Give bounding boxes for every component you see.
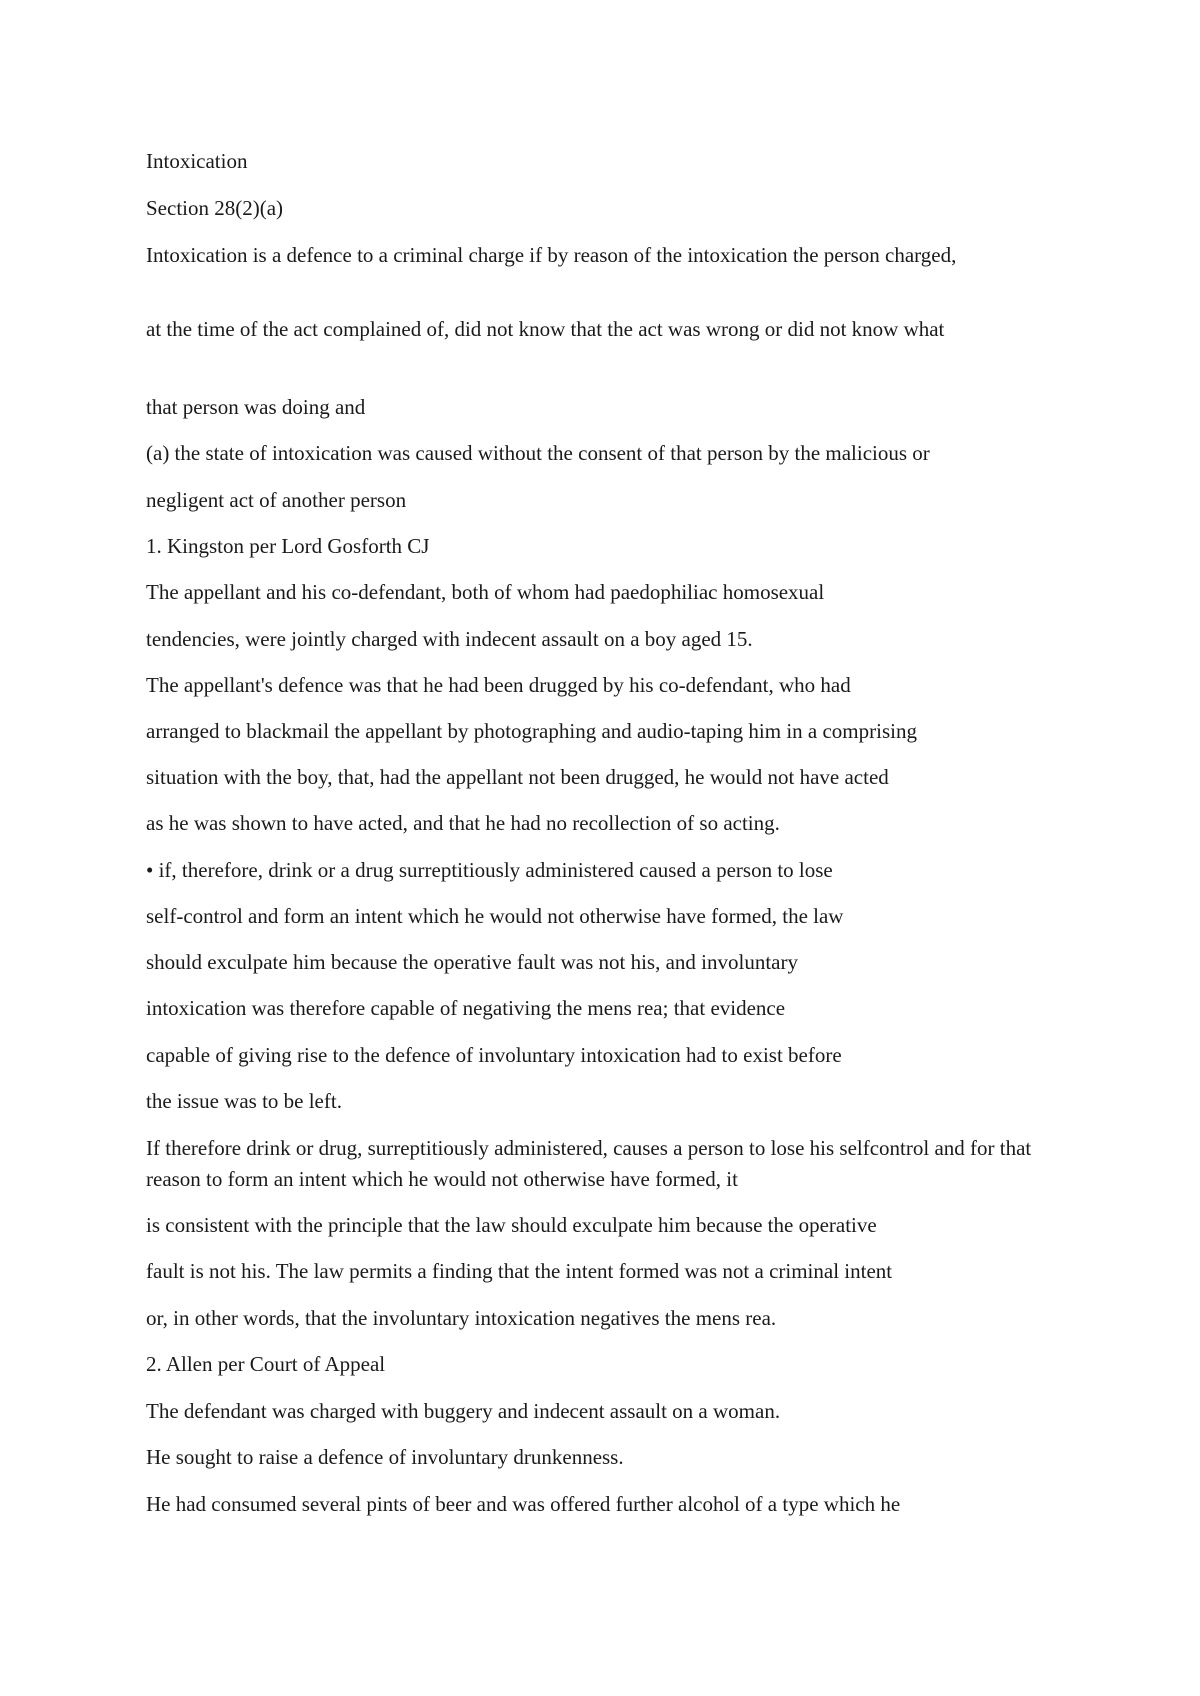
text-line: (a) the state of intoxication was caused without the consent of that person by the malicious or [146,441,930,465]
case-heading-kingston: 1. Kingston per Lord Gosforth CJ [146,534,430,558]
section-reference: Section 28(2)(a) [146,196,284,220]
text-line: negligent act of another person [146,488,407,512]
text-line: situation with the boy, that, had the appellant not been drugged, he would not have acted [146,765,889,789]
text-line: or, in other words, that the involuntary intoxication negatives the mens rea. [146,1306,777,1330]
case-heading-allen: 2. Allen per Court of Appeal [146,1352,386,1376]
text-line: The appellant's defence was that he had been drugged by his co-defendant, who had [146,673,851,697]
text-line: Intoxication is a defence to a criminal charge if by reason of the intoxication the person charged, [146,243,957,267]
text-line: capable of giving rise to the defence of involuntary intoxication had to exist before [146,1043,842,1067]
text-line: the issue was to be left. [146,1089,342,1113]
text-line: should exculpate him because the operative fault was not his, and involuntary [146,950,798,974]
text-line: at the time of the act complained of, did not know that the act was wrong or did not know what [146,317,945,341]
text-line: is consistent with the principle that the law should exculpate him because the operative [146,1213,877,1237]
text-line: tendencies, were jointly charged with indecent assault on a boy aged 15. [146,627,753,651]
heading-intoxication: Intoxication [146,149,248,173]
text-line: He sought to raise a defence of involuntary drunkenness. [146,1445,624,1469]
text-line: If therefore drink or drug, surreptitiously administered, causes a person to lose his selfcontrol and for that reason to form an intent which he would not otherwise have formed, it [146,1136,1032,1191]
text-line: fault is not his. The law permits a finding that the intent formed was not a criminal intent [146,1259,893,1283]
text-line: as he was shown to have acted, and that he had no recollection of so acting. [146,811,780,835]
text-line: intoxication was therefore capable of negativing the mens rea; that evidence [146,996,786,1020]
text-line: The appellant and his co-defendant, both of whom had paedophiliac homosexual [146,580,825,604]
text-line: self-control and form an intent which he would not otherwise have formed, the law [146,904,844,928]
text-line: The defendant was charged with buggery and indecent assault on a woman. [146,1399,781,1423]
bullet-point-line: • if, therefore, drink or a drug surreptitiously administered caused a person to lose [146,858,833,882]
text-line: He had consumed several pints of beer and was offered further alcohol of a type which he [146,1492,901,1516]
text-line: arranged to blackmail the appellant by photographing and audio-taping him in a comprising [146,719,917,743]
text-line: that person was doing and [146,395,366,419]
